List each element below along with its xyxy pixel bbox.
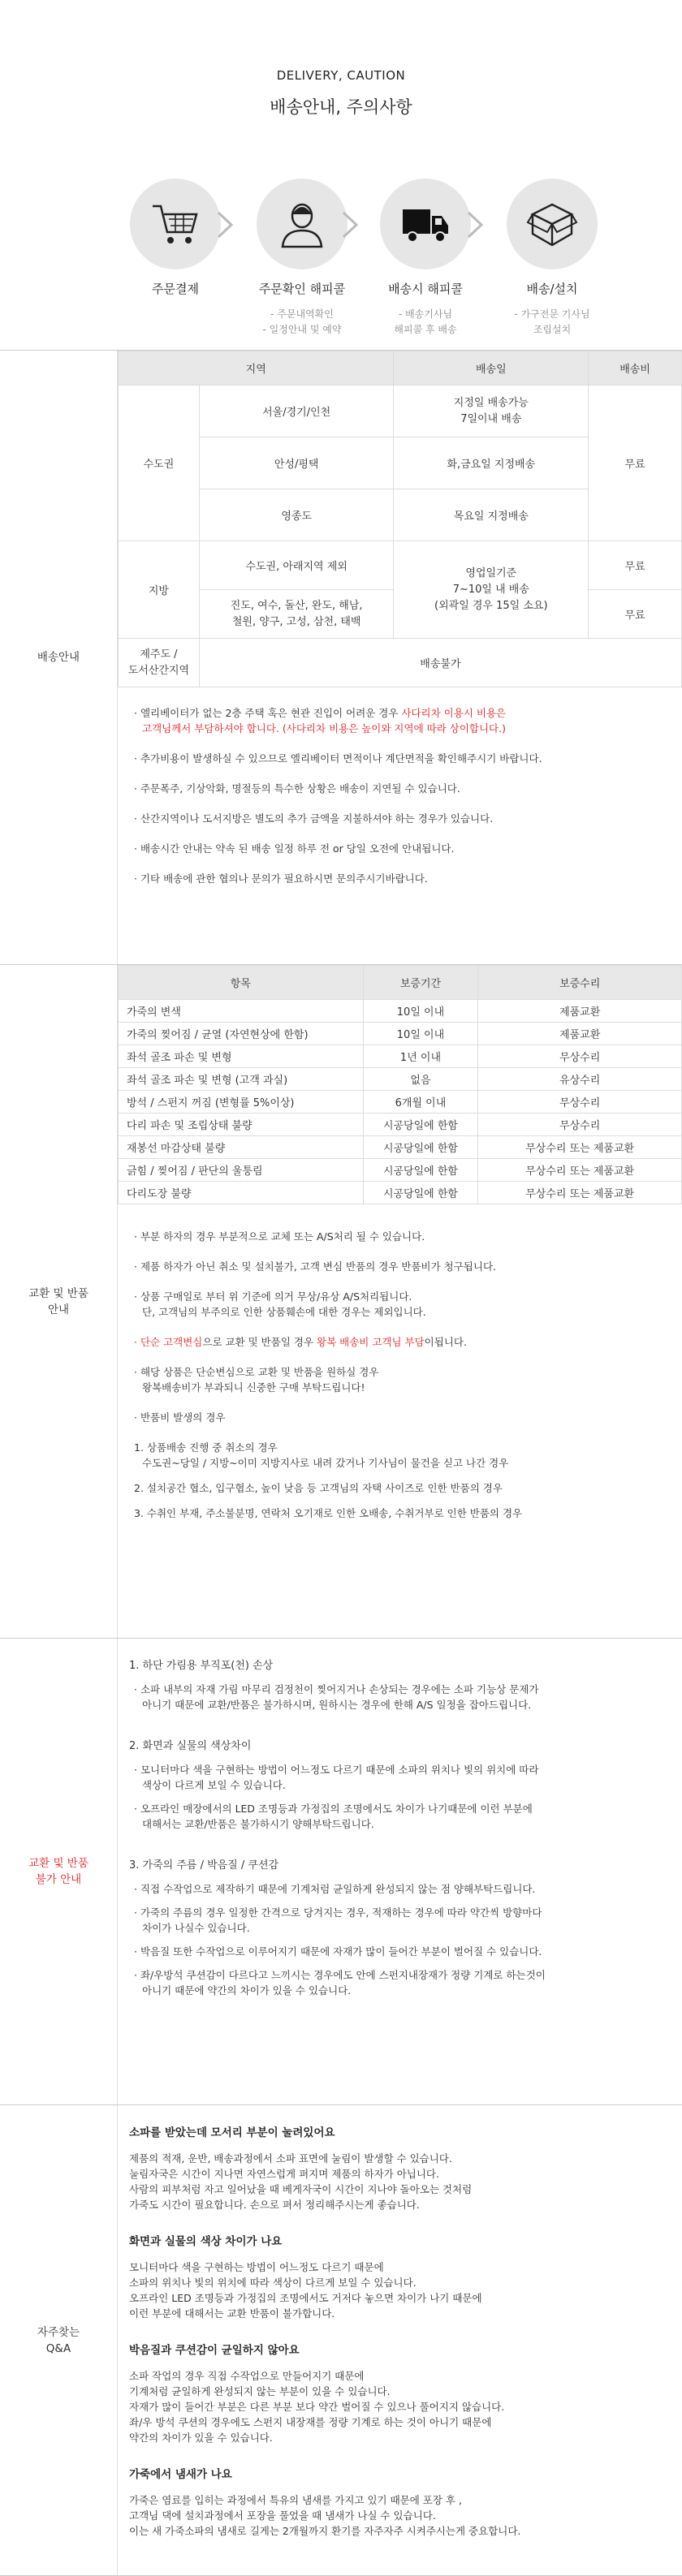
note-item: · 주문폭주, 기상악화, 명절등의 특수한 상황은 배송이 지연될 수 있습니다. <box>134 782 460 795</box>
note-item: 1. 상품배송 진행 중 취소의 경우 수도권~당일 / 지방~이미 지방지사로 내려 갔거나 기사님이 물건을 싣고 나간 경우 <box>134 1441 509 1469</box>
table-cell: 없음 <box>363 1068 478 1091</box>
header-title-en: DELIVERY, CAUTION <box>276 68 406 83</box>
table-cell: 시공당일에 한함 <box>363 1114 478 1136</box>
step-circle <box>380 179 471 269</box>
table-row <box>119 1068 682 1091</box>
caution-heading: 3. 가죽의 주름 / 박음질 / 쿠션감 <box>129 1859 279 1872</box>
header-title-ko: 배송안내, 주의사항 <box>270 97 412 117</box>
faq-answer <box>129 2492 682 2539</box>
table-cell: 긁힘 / 찢어짐 / 판단의 울퉁림 <box>119 1159 364 1182</box>
step-circle <box>130 179 221 269</box>
faq-answer-line: 이는 새 가죽소파의 냄새로 길게는 2개월까지 환기를 자주자주 시켜주시는게 중요합니다. <box>129 2525 521 2537</box>
caution-text: · 모니터마다 색을 구현하는 방법이 어느정도 다르기 때문에 소파의 위치나 빛의 위치에 따라 색상이 다르게 보일 수 있습니다. <box>134 1764 539 1791</box>
column-header: 항목 <box>119 966 364 1000</box>
caution-text: · 가죽의 주름의 경우 일정한 간격으로 당겨지는 경우, 적재하는 경우에 따라 약간씩 방향마다 차이가 나실수 있습니다. <box>134 1906 542 1934</box>
note-item: · 상품 구매일로 부터 위 기준에 의거 무상/유상 A/S처리됩니다. 단, 고객님의 부주의로 인한 상품훼손에 대한 경우는 제외입니다. <box>134 1290 426 1318</box>
faq-answer-line: 모니터마다 색을 구현하는 방법이 어느정도 다르기 때문에 <box>129 2261 384 2273</box>
chevron-right-icon <box>216 211 234 239</box>
box-icon <box>524 196 580 252</box>
fee-cell: 무료 <box>589 541 682 590</box>
step-order-confirm <box>237 179 367 338</box>
table-cell: 화,금요일 지정배송 <box>394 437 589 489</box>
caution-text: · 소파 내부의 자재 가림 마무리 검정천이 찢어지거나 손상되는 경우에는 소파 기능상 문제가 아니기 때문에 교환/반품은 불가하시며, 원하시는 경우에 한해 A/S 일정을 잡아드립니다. <box>134 1683 539 1711</box>
faq-answer-line: 고객님 댁에 설치과정에서 포장을 풀었을 때 냄새가 나실 수 있습니다. <box>129 2509 436 2522</box>
faq-answer-line: 이런 부분에 대해서는 교환 반품이 불가합니다. <box>129 2307 335 2320</box>
faq-question: 소파를 받았는데 모서리 부분이 눌려있어요 <box>129 2126 335 2139</box>
chevron-right-icon <box>341 211 359 239</box>
step-circle <box>257 179 347 269</box>
table-cell: 무상수리 <box>478 1045 682 1068</box>
delivery-notes <box>118 687 682 911</box>
faq-answer-line: 소파 작업의 경우 직접 수작업으로 만들어지기 때문에 <box>129 2370 365 2382</box>
faq-answer-line: 오프라인 LED 조명등과 가정집의 조명에서도 거저다 놓으면 차이가 나기 때문에 <box>129 2292 482 2304</box>
faq-answer-line: 약간의 차이가 있을 수 있습니다. <box>129 2432 273 2444</box>
faq-answer-line: 제품의 적재, 운반, 배송과정에서 소파 표면에 눌림이 발생할 수 있습니다. <box>129 2152 452 2165</box>
note-item: · 엘리베이터가 없는 2층 주택 혹은 현관 진입이 어려운 경우 사다리차 이용시 비용은 고객님께서 부담하셔야 합니다. (사다리차 비용은 높이와 지역에 따라 상이합니다.) <box>134 707 507 734</box>
region-local: 지방 <box>119 541 200 639</box>
table-cell: 다리 파손 및 조립상태 불량 <box>119 1114 364 1136</box>
caution-heading: 2. 화면과 실물의 색상차이 <box>129 1740 252 1752</box>
note-item: · 산간지역이나 도서지방은 별도의 추가 금액을 지불하셔야 하는 경우가 있습니다. <box>134 812 494 825</box>
note-item: · 부분 하자의 경우 부분적으로 교체 또는 A/S처리 될 수 있습니다. <box>134 1230 425 1243</box>
note-item: · 반품비 발생의 경우 <box>134 1411 226 1424</box>
delivery-table <box>118 351 682 687</box>
table-cell: 제품교환 <box>478 1023 682 1045</box>
note-item: 3. 수취인 부재, 주소불분명, 연락처 오기재로 인한 오배송, 수취거부로 인한 반품의 경우 <box>134 1507 523 1519</box>
table-cell: 10일 이내 <box>363 1000 478 1023</box>
warranty-table <box>118 965 682 1204</box>
table-row <box>119 1000 682 1023</box>
step-circle <box>507 179 598 269</box>
table-cell: 무상수리 <box>478 1091 682 1114</box>
step-title: 주문확인 해피콜 <box>258 282 346 296</box>
note-item: · 해당 상품은 단순변심으로 교환 및 반품을 원하실 경우 왕복배송비가 부과되니 신중한 구매 부탁드립니다! <box>134 1366 379 1394</box>
table-row <box>119 1091 682 1114</box>
faq-content <box>118 2105 682 2565</box>
table-cell: 좌석 골조 파손 및 변형 <box>119 1045 364 1068</box>
table-cell: 무상수리 또는 제품교환 <box>478 1159 682 1182</box>
note-item: · 제품 하자가 아닌 취소 및 설치불가, 고객 변심 반품의 경우 반품비가 청구됩니다. <box>134 1260 497 1273</box>
table-cell: 가죽의 변색 <box>119 1000 364 1023</box>
table-cell: 방석 / 스펀지 꺼짐 (변형률 5%이상) <box>119 1091 364 1114</box>
step-shipping-call <box>360 179 490 338</box>
table-cell: 진도, 여수, 돌산, 완도, 해남, 철원, 양구, 고성, 삼천, 태백 <box>199 590 394 639</box>
faq-question: 박음질과 쿠션감이 균일하지 않아요 <box>129 2344 300 2357</box>
step-subtext: - 배송기사님 해피콜 후 배송 <box>394 308 457 335</box>
delivery-info-section <box>0 351 682 965</box>
caution-text: · 박음질 또한 수작업으로 이루어지기 때문에 자재가 많이 들어간 부분이 벌어질 수 있습니다. <box>134 1945 542 1958</box>
faq-answer-line: 소파의 위치나 빛의 위치에 따라 색상이 다르게 보일 수 있습니다. <box>129 2277 417 2289</box>
column-header: 보증수리 <box>478 966 682 1000</box>
column-header: 배송일 <box>394 351 589 386</box>
faq-answer-line: 눌림자국은 시간이 지나면 자연스럽게 펴지며 제품의 하자가 아닙니다. <box>129 2168 439 2180</box>
exchange-info-section <box>0 965 682 1639</box>
exchange-notes <box>118 1204 682 1545</box>
region-metro: 수도권 <box>119 386 200 541</box>
table-cell: 다리도장 불량 <box>119 1182 364 1204</box>
faq-answer-line: 가죽도 시간이 필요합니다. 손으로 펴서 정리해주시는게 좋습니다. <box>129 2199 420 2211</box>
page-header <box>0 0 682 179</box>
table-cell: 안성/평택 <box>199 437 394 489</box>
faq-answer <box>129 2368 682 2445</box>
faq-answer-line: 가죽은 염료를 입히는 과정에서 특유의 냄새를 가지고 있기 때문에 포장 후 , <box>129 2494 462 2506</box>
table-row <box>119 1159 682 1182</box>
caution-text: · 직접 수작업으로 제작하기 때문에 기계처럼 균일하게 완성되지 않는 점 양해부탁드립니다. <box>134 1883 536 1895</box>
step-subtext: - 가구전문 기사님 조립설치 <box>514 308 590 335</box>
caution-text: · 오프라인 매장에서의 LED 조명등과 가정집의 조명에서도 차이가 나기때문에 이런 부분에 대해서는 교환/반품은 불가하시기 양해부탁드립니다. <box>134 1803 533 1830</box>
step-title: 주문결제 <box>152 282 199 296</box>
table-cell: 영업일기준 7~10일 내 배송 (외곽일 경우 15일 소요) <box>394 541 589 639</box>
step-subtext: - 주문내역확인 - 일정안내 및 예약 <box>262 308 342 335</box>
faq-section <box>0 2105 682 2576</box>
column-header: 보증기간 <box>363 966 478 1000</box>
step-install <box>487 179 617 338</box>
table-cell: 영종도 <box>199 489 394 541</box>
section-label: 배송안내 <box>0 351 118 964</box>
note-item: · 추가비용이 발생하실 수 있으므로 엘리베이터 면적이나 계단면적을 확인해주시기 바랍니다. <box>134 752 542 765</box>
note-item: · 단순 고객변심으로 교환 및 반품일 경우 왕복 배송비 고객님 부담이됩니다. <box>134 1336 467 1348</box>
table-cell: 1년 이내 <box>363 1045 478 1068</box>
table-cell: 배송불가 <box>199 639 681 687</box>
section-label: 교환 및 반품 안내 <box>0 965 118 1638</box>
table-cell: 시공당일에 한함 <box>363 1182 478 1204</box>
cart-icon <box>148 196 203 252</box>
column-header: 지역 <box>119 351 394 386</box>
note-item: · 배송시간 안내는 약속 된 배송 일정 하루 전 or 당일 오전에 안내됩니다. <box>134 842 455 855</box>
faq-answer <box>129 2151 682 2212</box>
chevron-right-icon <box>466 211 484 239</box>
delivery-steps <box>0 179 682 351</box>
table-cell: 6개월 이내 <box>363 1091 478 1114</box>
no-return-section <box>0 1639 682 2105</box>
fee-cell: 무료 <box>589 590 682 639</box>
table-cell: 가죽의 찢어짐 / 균열 (자연현상에 한함) <box>119 1023 364 1045</box>
step-title: 배송/설치 <box>526 282 578 296</box>
person-icon <box>274 196 330 252</box>
table-cell: 무상수리 또는 제품교환 <box>478 1136 682 1159</box>
caution-text: · 좌/우방석 쿠션감이 다르다고 느끼시는 경우에도 안에 스펀지내장재가 정량 기계로 하는것이 아니기 때문에 약간의 차이가 있을 수 있습니다. <box>134 1969 546 1997</box>
table-cell: 좌석 골조 파손 및 변형 (고객 과실) <box>119 1068 364 1091</box>
caution-heading: 1. 하단 가림용 부직포(천) 손상 <box>129 1660 274 1672</box>
faq-answer-line: 자재가 많이 들어간 부분은 다른 부분 보다 약간 벌어질 수 있으나 풀어지지 않습니다. <box>129 2401 505 2413</box>
faq-question: 화면과 실물의 색상 차이가 나요 <box>129 2235 283 2248</box>
region-island: 제주도 / 도서산간지역 <box>119 639 200 687</box>
table-cell: 지정일 배송가능 7일이내 배송 <box>394 386 589 437</box>
table-cell: 재봉선 마감상태 불량 <box>119 1136 364 1159</box>
truck-icon <box>398 196 453 252</box>
table-cell: 서울/경기/인천 <box>199 386 394 437</box>
table-cell: 제품교환 <box>478 1000 682 1023</box>
table-cell: 수도권, 아래지역 제외 <box>199 541 394 590</box>
table-cell: 시공당일에 한함 <box>363 1159 478 1182</box>
table-row <box>119 1114 682 1136</box>
table-cell: 10일 이내 <box>363 1023 478 1045</box>
table-row <box>119 1023 682 1045</box>
faq-answer <box>129 2259 682 2321</box>
section-label: 교환 및 반품 불가 안내 <box>0 1639 118 2104</box>
column-header: 배송비 <box>589 351 682 386</box>
table-cell: 시공당일에 한함 <box>363 1136 478 1159</box>
table-row <box>119 1136 682 1159</box>
note-item: 2. 설치공간 협소, 입구협소, 높이 낮음 등 고객님의 자택 사이즈로 인한 반품의 경우 <box>134 1482 503 1494</box>
table-cell: 무상수리 또는 제품교환 <box>478 1182 682 1204</box>
step-title: 배송시 해피콜 <box>388 282 463 296</box>
fee-cell: 무료 <box>589 386 682 541</box>
table-cell: 목요일 지정배송 <box>394 489 589 541</box>
caution-content <box>118 1639 682 2014</box>
section-label: 자주찾는 Q&A <box>0 2105 118 2575</box>
table-cell: 유상수리 <box>478 1068 682 1091</box>
table-row <box>119 1182 682 1204</box>
faq-answer-line: 좌/우 방석 쿠션의 경우에도 스펀지 내장재를 정량 기계로 하는 것이 아니기 때문에 <box>129 2416 492 2428</box>
table-row <box>119 1045 682 1068</box>
note-item: · 기타 배송에 관한 협의나 문의가 필요하시면 문의주시기바랍니다. <box>134 872 428 885</box>
faq-answer-line: 기계처럼 균일하게 완성되지 않는 부분이 있을 수 있습니다. <box>129 2385 391 2397</box>
faq-answer-line: 사람의 피부처럼 자고 일어났을 때 베게자국이 시간이 지나야 돌아오는 것처럼 <box>129 2183 473 2195</box>
table-cell: 무상수리 <box>478 1114 682 1136</box>
faq-question: 가죽에서 냄새가 나요 <box>129 2468 232 2481</box>
